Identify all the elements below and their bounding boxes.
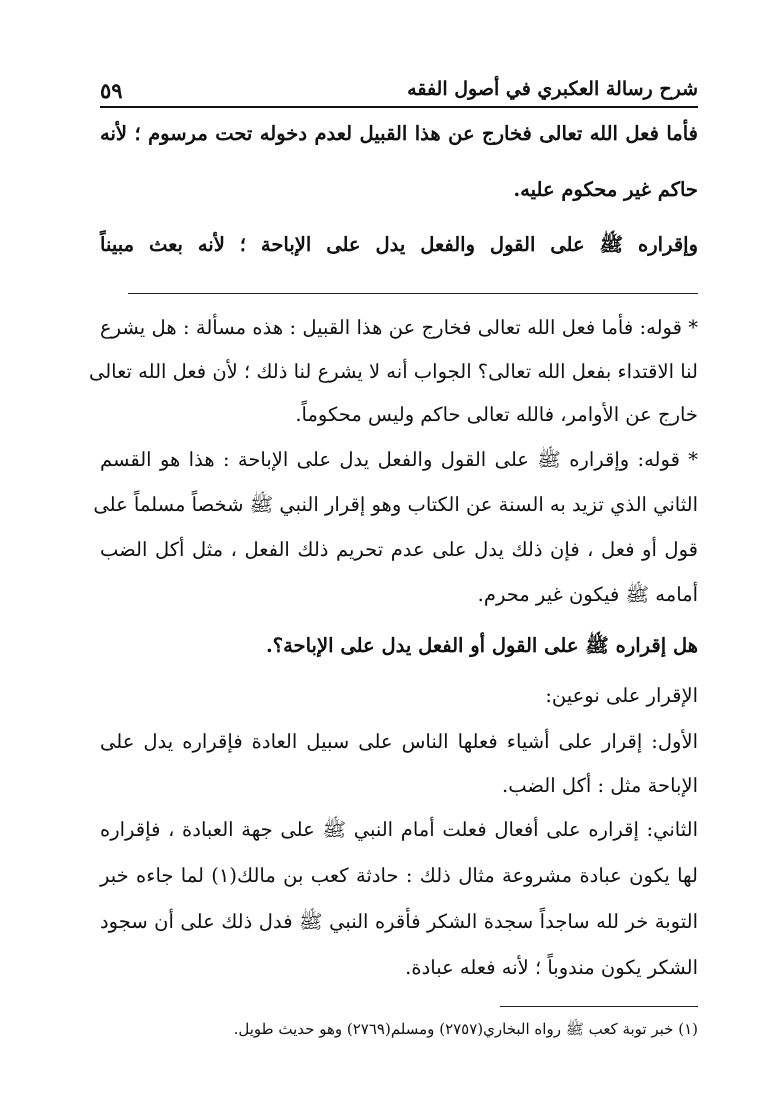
question-heading: هل إقراره ﷺ على القول أو الفعل يدل على الإباحة؟. (265, 634, 698, 657)
section-separator (128, 293, 698, 294)
footnote: (١) خبر توبة كعب ﷺ رواه البخاري(٢٧٥٧) ومسلم(٢٧٦٩) وهو حديث طويل. (233, 1020, 698, 1038)
text-line: فأما فعل الله تعالى فخارج عن هذا القبيل لعدم دخوله تحت مرسوم ؛ لأنه (100, 122, 698, 145)
text-line: التوبة خر لله ساجداً سجدة الشكر فأقره النبي ﷺ فدل ذلك على أن سجود (100, 910, 698, 933)
text-line: حاكم غير محكوم عليه. (513, 178, 698, 201)
page-number: ٥٩ (100, 78, 123, 103)
text-line: الإقرار على نوعين: (545, 684, 698, 707)
text-line: وإقراره ﷺ على القول والفعل يدل على الإباحة ؛ لأنه بعث مبيناً (100, 233, 698, 256)
text-line: قول أو فعل ، فإن ذلك يدل على عدم تحريم ذلك الفعل ، مثل أكل الضب (100, 538, 698, 561)
running-title: شرح رسالة العكبري في أصول الفقه (407, 78, 698, 100)
text-line: الأول: إقرار على أشياء فعلها الناس على سبيل العادة فإقراره يدل على (100, 730, 698, 753)
footnote-rule (500, 1006, 698, 1007)
header-rule (100, 106, 698, 108)
text-line: الثاني الذي تزيد به السنة عن الكتاب وهو إقرار النبي ﷺ شخصاً مسلماً على (93, 493, 698, 516)
text-line: أمامه ﷺ فيكون غير محرم. (477, 583, 698, 606)
page-header (100, 74, 698, 108)
text-line: * قوله: فأما فعل الله تعالى فخارج عن هذا القبيل : هذه مسألة : هل يشرع (100, 316, 698, 339)
text-line: لها يكون عبادة مشروعة مثال ذلك : حادثة كعب بن مالك(١) لما جاءه خبر (100, 864, 698, 887)
text-line: الشكر يكون مندوباً ؛ لأنه فعله عبادة. (405, 956, 698, 979)
text-line: خارج عن الأوامر، فالله تعالى حاكم وليس محكوماً. (295, 403, 698, 426)
text-line: لنا الاقتداء بفعل الله تعالى؟ الجواب أنه لا يشرع لنا ذلك ؛ لأن فعل الله تعالى (88, 360, 698, 383)
text-line: * قوله: وإقراره ﷺ على القول والفعل يدل على الإباحة : هذا هو القسم (100, 448, 698, 471)
text-line: الثاني: إقراره على أفعال فعلت أمام النبي ﷺ على جهة العبادة ، فإقراره (100, 818, 698, 841)
text-line: الإباحة مثل : أكل الضب. (502, 774, 698, 797)
